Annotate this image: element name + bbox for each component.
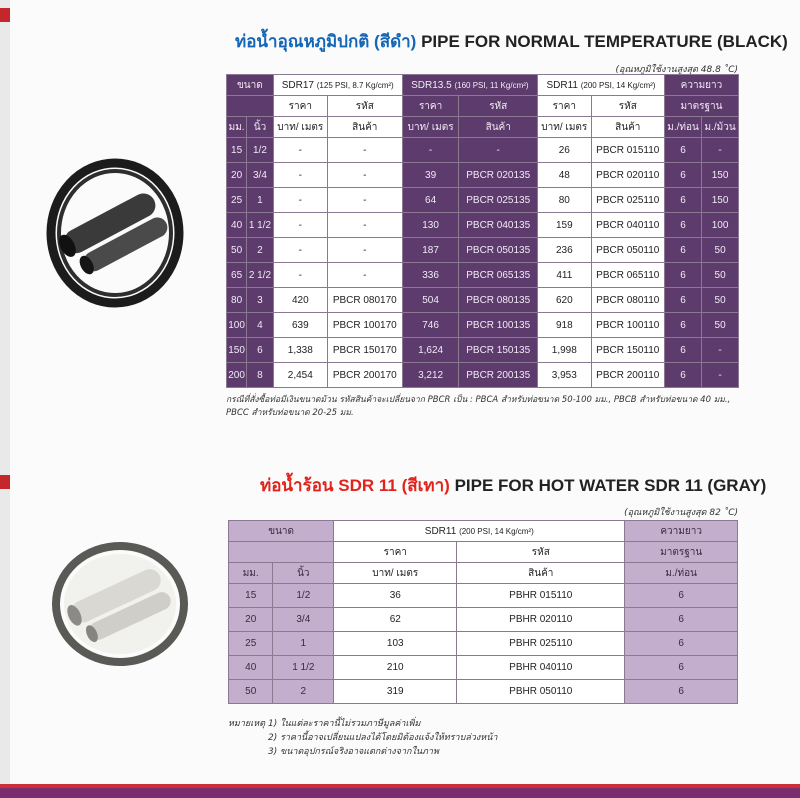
cell-c135: PBCR 020135	[459, 163, 537, 188]
code-header: รหัส	[457, 542, 625, 563]
cell-p11: 48	[537, 163, 591, 188]
cell-c135: PBCR 100135	[459, 313, 537, 338]
cell-code: PBHR 015110	[457, 584, 625, 608]
cell-p11: 159	[537, 213, 591, 238]
cell-len: 6	[664, 213, 701, 238]
cell-c11: PBCR 080110	[591, 288, 664, 313]
cell-inch: 2 1/2	[247, 263, 274, 288]
cell-c135: PBCR 065135	[459, 263, 537, 288]
cell-mm: 40	[227, 213, 247, 238]
cell-mm: 80	[227, 288, 247, 313]
price-header: ราคา	[537, 96, 591, 117]
cell-mm: 25	[227, 188, 247, 213]
cell-mm: 200	[227, 363, 247, 388]
cell-p135: 504	[402, 288, 459, 313]
cell-p17: -	[273, 213, 327, 238]
cell-inch: 8	[247, 363, 274, 388]
size-header: ขนาด	[229, 521, 334, 542]
cell-p135: 1,624	[402, 338, 459, 363]
cell-p17: -	[273, 263, 327, 288]
cell-mm: 20	[227, 163, 247, 188]
cell-price: 36	[334, 584, 457, 608]
cell-p11: 918	[537, 313, 591, 338]
cell-mm: 150	[227, 338, 247, 363]
m-per-pipe-header: ม./ท่อน	[625, 563, 738, 584]
cell-c17: -	[327, 188, 402, 213]
cell-c17: -	[327, 163, 402, 188]
cell-p11: 620	[537, 288, 591, 313]
inch-header: นิ้ว	[273, 563, 334, 584]
code-header: รหัส	[327, 96, 402, 117]
cell-roll: 50	[702, 288, 739, 313]
cell-c11: PBCR 150110	[591, 338, 664, 363]
cell-code: PBHR 040110	[457, 656, 625, 680]
cell-price: 319	[334, 680, 457, 704]
price-unit-header: บาท/ เมตร	[273, 117, 327, 138]
size-header-blank	[227, 96, 274, 117]
cell-inch: 3	[247, 288, 274, 313]
cell-p17: -	[273, 238, 327, 263]
cell-mm: 100	[227, 313, 247, 338]
cell-c11: PBCR 065110	[591, 263, 664, 288]
section2-title-thai: ท่อน้ำร้อน SDR 11 (สีเทา)	[260, 476, 450, 495]
cell-len: 6	[625, 632, 738, 656]
section1-temp-note: (อุณหภูมิใช้งานสูงสุด 48.8 ˚C)	[615, 65, 738, 75]
sdr11-header: SDR11 (200 PSI, 14 Kg/cm²)	[537, 75, 664, 96]
remark-item: 1) ในแต่ละราคานี้ไม่รวมภาษีมูลค่าเพิ่ม	[268, 719, 421, 729]
cell-c11: PBCR 100110	[591, 313, 664, 338]
m-per-pipe-header: ม./ท่อน	[664, 117, 701, 138]
cell-c135: PBCR 025135	[459, 188, 537, 213]
cell-mm: 50	[227, 238, 247, 263]
side-margin	[0, 0, 10, 798]
code-sub-header: สินค้า	[459, 117, 537, 138]
price-header: ราคา	[273, 96, 327, 117]
cell-c11: PBCR 050110	[591, 238, 664, 263]
cell-p135: 130	[402, 213, 459, 238]
cell-p17: 1,338	[273, 338, 327, 363]
cell-roll: 50	[702, 263, 739, 288]
cell-p135: 64	[402, 188, 459, 213]
section1-title-english: PIPE FOR NORMAL TEMPERATURE (BLACK)	[421, 32, 788, 51]
cell-roll: 50	[702, 238, 739, 263]
section2-title-english: PIPE FOR HOT WATER SDR 11 (GRAY)	[454, 476, 767, 495]
cell-p17: 639	[273, 313, 327, 338]
cell-code: PBHR 025110	[457, 632, 625, 656]
cell-c11: PBCR 200110	[591, 363, 664, 388]
cell-len: 6	[664, 363, 701, 388]
section1-footnote: PBCC สำหรับท่อขนาด 20-25 มม.	[226, 408, 354, 418]
sdr135-header: SDR13.5 (160 PSI, 11 Kg/cm²)	[402, 75, 537, 96]
m-per-roll-header: ม./ม้วน	[702, 117, 739, 138]
mm-header: มม.	[229, 563, 273, 584]
cell-p135: 39	[402, 163, 459, 188]
table-row	[227, 313, 739, 338]
cell-c135: -	[459, 138, 537, 163]
cell-c11: PBCR 025110	[591, 188, 664, 213]
cell-p17: -	[273, 163, 327, 188]
cell-len: 6	[625, 656, 738, 680]
section-marker	[0, 475, 10, 489]
cell-len: 6	[664, 238, 701, 263]
cell-len: 6	[664, 188, 701, 213]
cell-p135: 3,212	[402, 363, 459, 388]
table-row	[227, 263, 739, 288]
length-header: ความยาว	[625, 521, 738, 542]
cell-roll: 50	[702, 313, 739, 338]
code-header: รหัส	[591, 96, 664, 117]
cell-c17: -	[327, 213, 402, 238]
cell-inch: 2	[273, 680, 334, 704]
cell-c17: -	[327, 138, 402, 163]
cell-roll: 150	[702, 163, 739, 188]
cell-p135: 336	[402, 263, 459, 288]
cell-p11: 236	[537, 238, 591, 263]
cell-len: 6	[664, 138, 701, 163]
table-row	[229, 680, 738, 704]
gray-pipe-coil-image	[50, 540, 190, 668]
cell-len: 6	[664, 313, 701, 338]
price-header: ราคา	[402, 96, 459, 117]
cell-code: PBHR 050110	[457, 680, 625, 704]
cell-inch: 1 1/2	[247, 213, 274, 238]
length-header: ความยาว	[664, 75, 738, 96]
cell-price: 103	[334, 632, 457, 656]
cell-code: PBHR 020110	[457, 608, 625, 632]
section2-temp-note: (อุณหภูมิใช้งานสูงสุด 82 ˚C)	[624, 508, 738, 518]
table-row	[229, 608, 738, 632]
cell-c135: PBCR 080135	[459, 288, 537, 313]
cell-p135: -	[402, 138, 459, 163]
cell-c17: -	[327, 263, 402, 288]
bottom-band	[0, 784, 800, 798]
cell-roll: 150	[702, 188, 739, 213]
cell-mm: 25	[229, 632, 273, 656]
sdr11-header: SDR11 (200 PSI, 14 Kg/cm²)	[334, 521, 625, 542]
cell-mm: 15	[227, 138, 247, 163]
cell-p11: 80	[537, 188, 591, 213]
cell-len: 6	[625, 680, 738, 704]
table-row	[227, 213, 739, 238]
cell-price: 210	[334, 656, 457, 680]
table-row	[227, 188, 739, 213]
cell-price: 62	[334, 608, 457, 632]
code-sub-header: สินค้า	[457, 563, 625, 584]
price-unit-header: บาท/ เมตร	[334, 563, 457, 584]
cell-roll: -	[702, 338, 739, 363]
section2-title	[260, 472, 766, 499]
cell-c135: PBCR 150135	[459, 338, 537, 363]
cell-roll: 100	[702, 213, 739, 238]
cell-c17: PBCR 150170	[327, 338, 402, 363]
cell-p135: 746	[402, 313, 459, 338]
cell-p11: 411	[537, 263, 591, 288]
cell-inch: 1/2	[247, 138, 274, 163]
cell-inch: 2	[247, 238, 274, 263]
remark-item: 2) ราคานี้อาจเปลี่ยนแปลงได้โดยมิต้องแจ้งให้ทราบล่วงหน้า	[268, 733, 498, 743]
cell-mm: 20	[229, 608, 273, 632]
mm-header: มม.	[227, 117, 247, 138]
table-row	[229, 656, 738, 680]
cell-inch: 1	[247, 188, 274, 213]
cell-mm: 15	[229, 584, 273, 608]
price-unit-header: บาท/ เมตร	[402, 117, 459, 138]
cell-inch: 3/4	[247, 163, 274, 188]
length-header-2: มาตรฐาน	[664, 96, 738, 117]
code-sub-header: สินค้า	[591, 117, 664, 138]
black-pipe-coil-image	[45, 158, 185, 308]
cell-len: 6	[664, 263, 701, 288]
section-marker	[0, 8, 10, 22]
price-header: ราคา	[334, 542, 457, 563]
remarks-label: หมายเหตุ	[228, 719, 266, 729]
cell-p17: -	[273, 138, 327, 163]
section1-footnote: กรณีที่สั่งซื้อท่อมีเงินขนาดม้วน รหัสสินค้าจะเปลี่ยนจาก PBCR เป็น : PBCA สำหรับท่อขนาด 50-100 มม., PBCB สำหรับท่อขนาด 40 มม.,	[226, 395, 731, 405]
cell-p17: 420	[273, 288, 327, 313]
size-header: ขนาด	[227, 75, 274, 96]
table-row	[227, 363, 739, 388]
cell-c11: PBCR 015110	[591, 138, 664, 163]
table-row	[227, 238, 739, 263]
cell-inch: 1/2	[273, 584, 334, 608]
cell-c17: PBCR 100170	[327, 313, 402, 338]
table-row	[227, 163, 739, 188]
cell-mm: 50	[229, 680, 273, 704]
cell-inch: 6	[247, 338, 274, 363]
cell-c11: PBCR 040110	[591, 213, 664, 238]
section1-title	[235, 28, 788, 55]
cell-mm: 40	[229, 656, 273, 680]
code-header: รหัส	[459, 96, 537, 117]
table-row	[227, 138, 739, 163]
table-row	[227, 288, 739, 313]
price-unit-header: บาท/ เมตร	[537, 117, 591, 138]
sdr17-header: SDR17 (125 PSI, 8.7 Kg/cm²)	[273, 75, 402, 96]
cell-p17: -	[273, 188, 327, 213]
table-row	[229, 632, 738, 656]
hot-water-pipe-price-table	[228, 520, 738, 704]
size-header-blank	[229, 542, 334, 563]
cell-p11: 26	[537, 138, 591, 163]
cell-c17: PBCR 080170	[327, 288, 402, 313]
code-sub-header: สินค้า	[327, 117, 402, 138]
cell-c135: PBCR 050135	[459, 238, 537, 263]
table-row	[229, 584, 738, 608]
table-row	[227, 338, 739, 363]
cell-len: 6	[664, 163, 701, 188]
cell-mm: 65	[227, 263, 247, 288]
cell-len: 6	[625, 608, 738, 632]
cell-c17: -	[327, 238, 402, 263]
inch-header: นิ้ว	[247, 117, 274, 138]
cell-roll: -	[702, 138, 739, 163]
black-pipe-price-table	[226, 74, 739, 388]
cell-roll: -	[702, 363, 739, 388]
cell-inch: 3/4	[273, 608, 334, 632]
remark-item: 3) ขนาดอุปกรณ์จริงอาจแตกต่างจากในภาพ	[268, 747, 439, 757]
cell-inch: 1	[273, 632, 334, 656]
cell-p135: 187	[402, 238, 459, 263]
cell-c135: PBCR 040135	[459, 213, 537, 238]
cell-p11: 3,953	[537, 363, 591, 388]
section1-title-thai: ท่อน้ำอุณหภูมิปกติ (สีดำ)	[235, 32, 417, 51]
cell-inch: 1 1/2	[273, 656, 334, 680]
cell-p11: 1,998	[537, 338, 591, 363]
cell-len: 6	[664, 338, 701, 363]
cell-c135: PBCR 200135	[459, 363, 537, 388]
cell-inch: 4	[247, 313, 274, 338]
cell-c17: PBCR 200170	[327, 363, 402, 388]
cell-p17: 2,454	[273, 363, 327, 388]
length-header-2: มาตรฐาน	[625, 542, 738, 563]
cell-len: 6	[625, 584, 738, 608]
cell-len: 6	[664, 288, 701, 313]
cell-c11: PBCR 020110	[591, 163, 664, 188]
